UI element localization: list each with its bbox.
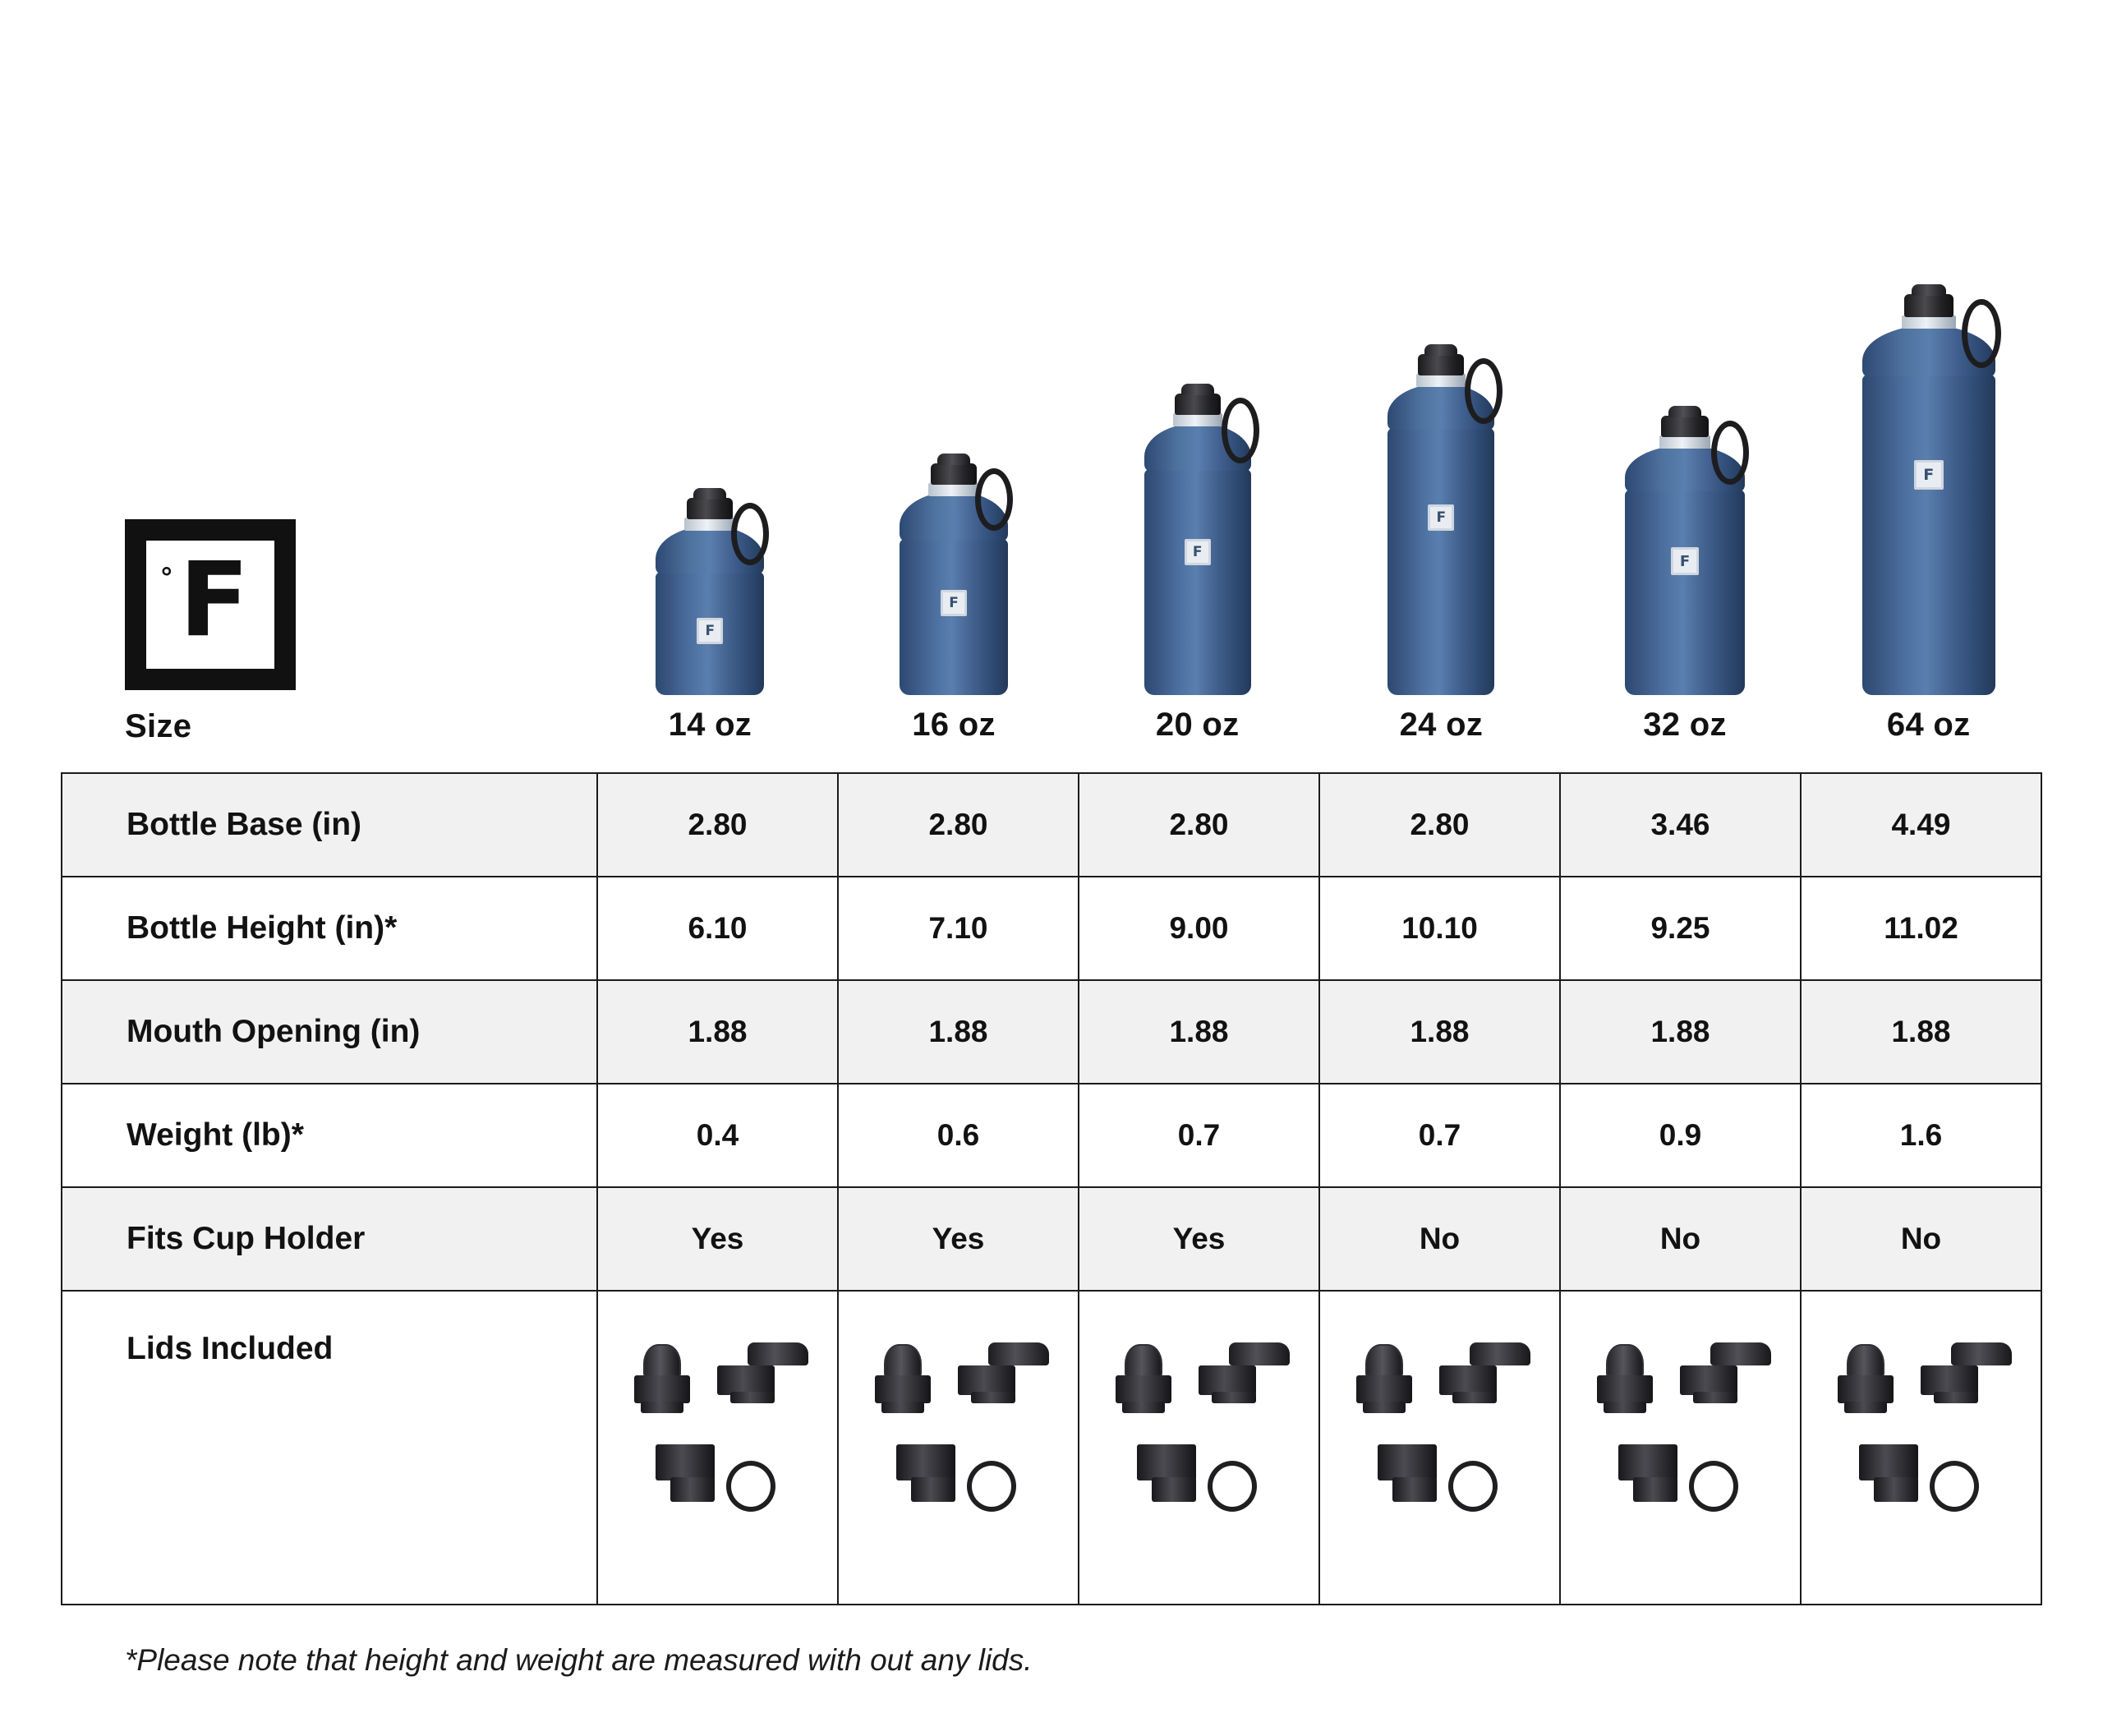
bottle-badge: F [697, 618, 723, 644]
row-header: Fits Cup Holder [62, 1187, 597, 1291]
table-row [62, 1084, 2041, 1187]
lid-set [1569, 1316, 1792, 1579]
column-label-24oz: 24 oz [1399, 707, 1484, 743]
dome-lid-icon [1102, 1344, 1185, 1418]
cell-value: 1.88 [1079, 980, 1319, 1084]
column-label-16oz: 16 oz [912, 707, 996, 743]
column-label-14oz: 14 oz [668, 707, 752, 743]
dome-lid-icon [621, 1344, 703, 1418]
spout-lid-icon [1918, 1341, 2025, 1420]
lid-set [1810, 1316, 2032, 1579]
dome-lid-icon [1343, 1344, 1425, 1418]
bottle-graphic [1128, 391, 1268, 695]
bottle-illustration-row [588, 271, 2050, 744]
bottle-badge: F [941, 590, 967, 616]
cell-value: Yes [1079, 1187, 1319, 1291]
cell-value: 11.02 [1801, 877, 2041, 980]
bottle-graphic [888, 465, 1019, 695]
bottle-column-16oz [832, 271, 1076, 744]
bottle-column-64oz [1806, 271, 2050, 744]
cell-value: Yes [838, 1187, 1079, 1291]
logo-degree-symbol: ° [161, 562, 173, 593]
cell-value: 2.80 [1319, 773, 1560, 877]
loop-lid-icon [664, 1439, 795, 1530]
loop-lid-icon [1627, 1439, 1758, 1530]
bottle-column-24oz [1319, 271, 1563, 744]
lid-set [847, 1316, 1070, 1579]
footnote: *Please note that height and weight are measured with out any lids. [125, 1643, 1033, 1677]
table-row [62, 1187, 2041, 1291]
bottle-art-14oz [588, 502, 832, 695]
cell-value: 0.9 [1560, 1084, 1801, 1187]
lid-set [1328, 1316, 1551, 1579]
lids-cell [1319, 1291, 1560, 1605]
dome-lid-icon [1584, 1344, 1666, 1418]
lids-cell [838, 1291, 1079, 1605]
cell-value: 9.00 [1079, 877, 1319, 980]
bottle-art-64oz [1806, 284, 2050, 695]
spout-lid-icon [1677, 1341, 1784, 1420]
row-header: Weight (lb)* [62, 1084, 597, 1187]
cell-value: 7.10 [838, 877, 1079, 980]
cell-value: 4.49 [1801, 773, 2041, 877]
lid-set [1088, 1316, 1310, 1579]
cell-value: 2.80 [838, 773, 1079, 877]
column-label-20oz: 20 oz [1155, 707, 1240, 743]
cell-value: 9.25 [1560, 877, 1801, 980]
size-label: Size [125, 708, 192, 744]
row-header: Lids Included [62, 1291, 597, 1605]
loop-lid-icon [904, 1439, 1036, 1530]
bottle-column-20oz [1075, 271, 1319, 744]
dome-lid-icon [1825, 1344, 1907, 1418]
degree-f-logo [125, 519, 296, 690]
specification-table [61, 772, 2042, 1605]
cell-value: 2.80 [1079, 773, 1319, 877]
logo-letter: F [179, 541, 250, 660]
bottle-graphic [1371, 350, 1511, 695]
loop-lid-icon [1145, 1439, 1277, 1530]
lids-cell [1801, 1291, 2041, 1605]
row-header: Bottle Height (in)* [62, 877, 597, 980]
cell-value: 2.80 [597, 773, 838, 877]
loop-lid-icon [1386, 1439, 1517, 1530]
dome-lid-icon [862, 1344, 944, 1418]
cell-value: 1.6 [1801, 1084, 2041, 1187]
table-row [62, 877, 2041, 980]
bottle-art-24oz [1319, 350, 1563, 695]
bottle-art-20oz [1075, 391, 1319, 695]
cell-value: No [1801, 1187, 2041, 1291]
column-label-64oz: 64 oz [1886, 707, 1971, 743]
row-header: Mouth Opening (in) [62, 980, 597, 1084]
bottle-graphic [1611, 408, 1759, 695]
lids-cell [1079, 1291, 1319, 1605]
cell-value: 6.10 [597, 877, 838, 980]
table-row [62, 980, 2041, 1084]
table-row [62, 773, 2041, 877]
bottle-graphic [1847, 284, 2011, 695]
bottle-badge: F [1914, 460, 1944, 490]
cell-value: 10.10 [1319, 877, 1560, 980]
column-label-32oz: 32 oz [1643, 707, 1727, 743]
spout-lid-icon [1437, 1341, 1544, 1420]
cell-value: 1.88 [838, 980, 1079, 1084]
cell-value: 0.7 [1079, 1084, 1319, 1187]
row-header: Bottle Base (in) [62, 773, 597, 877]
cell-value: 3.46 [1560, 773, 1801, 877]
bottle-column-14oz [588, 271, 832, 744]
bottle-graphic [644, 502, 775, 695]
bottle-badge: F [1671, 547, 1699, 575]
cell-value: 1.88 [597, 980, 838, 1084]
bottle-art-16oz [832, 465, 1076, 695]
spout-lid-icon [1196, 1341, 1303, 1420]
bottle-column-32oz [1563, 271, 1807, 744]
cell-value: 1.88 [1560, 980, 1801, 1084]
cell-value: 0.6 [838, 1084, 1079, 1187]
cell-value: 1.88 [1319, 980, 1560, 1084]
cell-value: No [1560, 1187, 1801, 1291]
cell-value: 0.7 [1319, 1084, 1560, 1187]
cell-value: 1.88 [1801, 980, 2041, 1084]
cell-value: No [1319, 1187, 1560, 1291]
lid-set [606, 1316, 829, 1579]
bottle-badge: F [1428, 504, 1454, 531]
table-row-lids [62, 1291, 2041, 1605]
spout-lid-icon [955, 1341, 1062, 1420]
cell-value: 0.4 [597, 1084, 838, 1187]
lids-cell [597, 1291, 838, 1605]
lids-cell [1560, 1291, 1801, 1605]
chart-header [0, 0, 2103, 768]
bottle-badge: F [1185, 539, 1211, 565]
loop-lid-icon [1867, 1439, 1999, 1530]
cell-value: Yes [597, 1187, 838, 1291]
spout-lid-icon [715, 1341, 821, 1420]
bottle-art-32oz [1563, 408, 1807, 695]
